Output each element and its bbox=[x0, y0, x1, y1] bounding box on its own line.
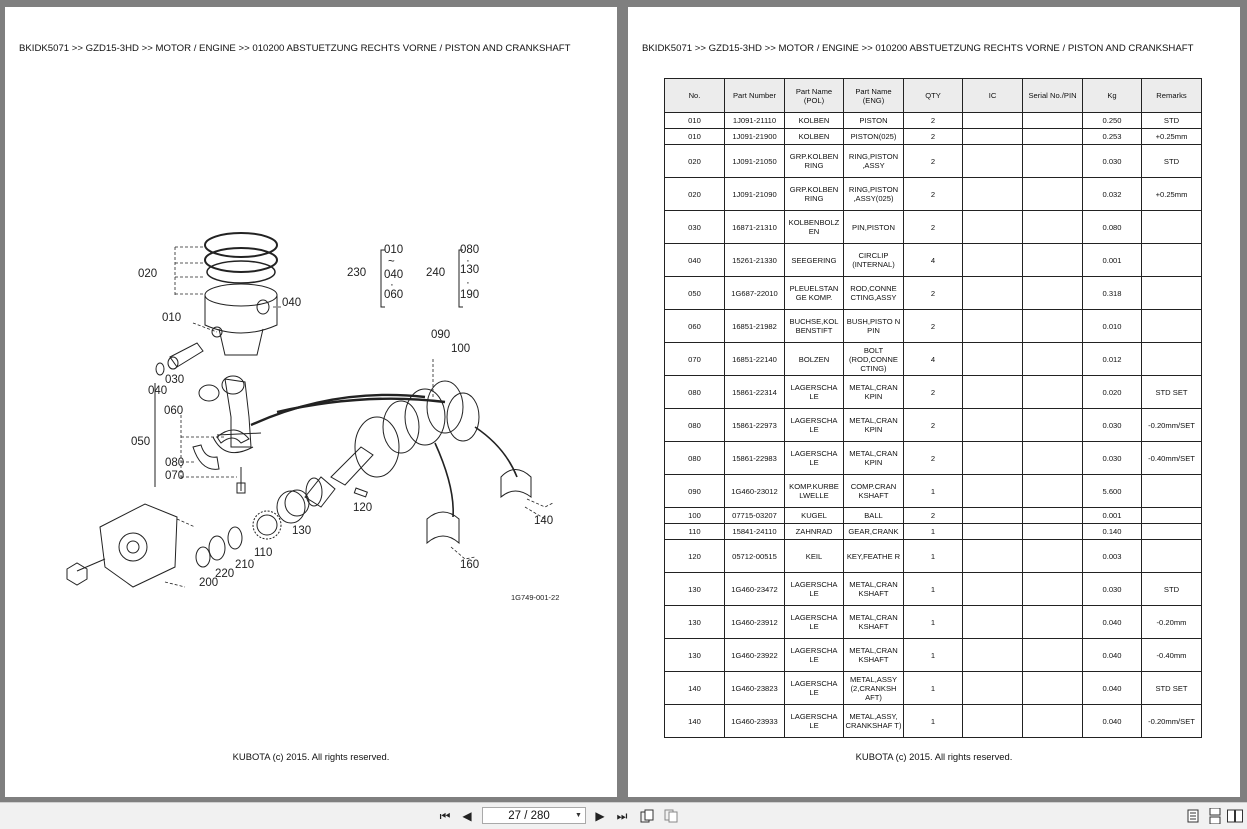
cell-name-eng: METAL,ASSY (2,CRANKSH AFT) bbox=[844, 672, 904, 705]
callout-group-130: 130 bbox=[460, 264, 480, 276]
cell-no: 130 bbox=[665, 639, 725, 672]
cell-ic bbox=[963, 277, 1023, 310]
cell-part-number: 1G687-22010 bbox=[725, 277, 785, 310]
cell-serial bbox=[1023, 376, 1083, 409]
cell-kg: 0.140 bbox=[1083, 524, 1142, 540]
cell-kg: 0.040 bbox=[1083, 606, 1142, 639]
cell-remarks bbox=[1142, 343, 1202, 376]
column-header-ic: IC bbox=[963, 79, 1023, 113]
cell-remarks: -0.20mm/SET bbox=[1142, 705, 1202, 738]
cell-serial bbox=[1023, 129, 1083, 145]
cell-qty: 2 bbox=[904, 277, 963, 310]
cell-name-eng: RING,PISTON ,ASSY(025) bbox=[844, 178, 904, 211]
cell-remarks bbox=[1142, 244, 1202, 277]
cell-name-eng: COMP.CRAN KSHAFT bbox=[844, 475, 904, 508]
callout-group-080: 080 bbox=[460, 244, 480, 256]
cell-kg: 0.080 bbox=[1083, 211, 1142, 244]
table-row bbox=[665, 573, 1202, 606]
cell-name-eng: PISTON(025) bbox=[844, 129, 904, 145]
page-header: BKIDK5071 >> GZD15-3HD >> MOTOR / ENGINE >> 010200 ABSTUETZUNG RECHTS VORNE / PISTON AND CRANKSHAFT bbox=[642, 43, 1194, 54]
cell-no: 080 bbox=[665, 376, 725, 409]
cell-name-pol: KOMP.KURBE LWELLE bbox=[785, 475, 844, 508]
cell-kg: 0.003 bbox=[1083, 540, 1142, 573]
parts-table bbox=[664, 78, 1202, 738]
next-view-icon[interactable] bbox=[662, 807, 680, 825]
cell-part-number: 1G460-23472 bbox=[725, 573, 785, 606]
cell-no: 040 bbox=[665, 244, 725, 277]
cell-kg: 0.250 bbox=[1083, 113, 1142, 129]
cell-remarks bbox=[1142, 310, 1202, 343]
cell-ic bbox=[963, 639, 1023, 672]
cell-name-pol: KUGEL bbox=[785, 508, 844, 524]
cell-no: 130 bbox=[665, 606, 725, 639]
cell-part-number: 16851-21982 bbox=[725, 310, 785, 343]
cell-part-number: 1J091-21900 bbox=[725, 129, 785, 145]
cell-qty: 4 bbox=[904, 343, 963, 376]
cell-ic bbox=[963, 540, 1023, 573]
cell-no: 120 bbox=[665, 540, 725, 573]
cell-serial bbox=[1023, 343, 1083, 376]
cell-name-pol: LAGERSCHA LE bbox=[785, 639, 844, 672]
table-row bbox=[665, 376, 1202, 409]
cell-kg: 0.040 bbox=[1083, 672, 1142, 705]
cell-name-eng: CIRCLIP (INTERNAL) bbox=[844, 244, 904, 277]
cell-name-eng: METAL,CRAN KSHAFT bbox=[844, 606, 904, 639]
cell-qty: 2 bbox=[904, 113, 963, 129]
cell-ic bbox=[963, 145, 1023, 178]
callout-050: 050 bbox=[131, 436, 151, 448]
cell-serial bbox=[1023, 145, 1083, 178]
cell-remarks: -0.20mm/SET bbox=[1142, 409, 1202, 442]
cell-part-number: 1G460-23922 bbox=[725, 639, 785, 672]
cell-name-eng: METAL,CRAN KPIN bbox=[844, 409, 904, 442]
continuous-page-icon[interactable] bbox=[1206, 807, 1224, 825]
cell-kg: 0.001 bbox=[1083, 244, 1142, 277]
cell-serial bbox=[1023, 606, 1083, 639]
cell-kg: 0.030 bbox=[1083, 145, 1142, 178]
column-header-serial: Serial No./PIN bbox=[1023, 79, 1083, 113]
left-page bbox=[5, 7, 617, 797]
callout-group-190: 190 bbox=[460, 289, 480, 301]
table-row bbox=[665, 211, 1202, 244]
cell-part-number: 1J091-21090 bbox=[725, 178, 785, 211]
callout-010: 010 bbox=[162, 312, 182, 324]
table-row bbox=[665, 113, 1202, 129]
page-number-select[interactable] bbox=[482, 807, 586, 824]
cell-part-number: 1J091-21050 bbox=[725, 145, 785, 178]
column-header-qty: QTY bbox=[904, 79, 963, 113]
cell-name-pol: BOLZEN bbox=[785, 343, 844, 376]
callout-group-060: 060 bbox=[384, 289, 404, 301]
parts-table-body bbox=[665, 113, 1202, 738]
callout-240: 240 bbox=[426, 267, 446, 279]
cell-no: 140 bbox=[665, 672, 725, 705]
cell-name-eng: BUSH,PISTO N PIN bbox=[844, 310, 904, 343]
cell-ic bbox=[963, 508, 1023, 524]
column-header-no: No. bbox=[665, 79, 725, 113]
cell-kg: 0.030 bbox=[1083, 573, 1142, 606]
cell-remarks bbox=[1142, 508, 1202, 524]
cell-name-eng: PIN,PISTON bbox=[844, 211, 904, 244]
cell-serial bbox=[1023, 705, 1083, 738]
column-header-name-eng: Part Name (ENG) bbox=[844, 79, 904, 113]
cell-name-eng: ROD,CONNE CTING,ASSY bbox=[844, 277, 904, 310]
cell-remarks: STD SET bbox=[1142, 376, 1202, 409]
table-row bbox=[665, 639, 1202, 672]
page-indicator: 27 / 280 bbox=[508, 809, 550, 822]
cell-serial bbox=[1023, 113, 1083, 129]
column-header-remarks: Remarks bbox=[1142, 79, 1202, 113]
cell-name-pol: KEIL bbox=[785, 540, 844, 573]
page-header: BKIDK5071 >> GZD15-3HD >> MOTOR / ENGINE >> 010200 ABSTUETZUNG RECHTS VORNE / PISTON AND CRANKSHAFT bbox=[19, 43, 571, 54]
cell-part-number: 07715-03207 bbox=[725, 508, 785, 524]
callout-020: 020 bbox=[138, 268, 158, 280]
cell-no: 020 bbox=[665, 178, 725, 211]
cell-kg: 0.010 bbox=[1083, 310, 1142, 343]
cell-remarks bbox=[1142, 211, 1202, 244]
cell-no: 110 bbox=[665, 524, 725, 540]
callout-230: 230 bbox=[347, 267, 367, 279]
cell-no: 060 bbox=[665, 310, 725, 343]
cell-part-number: 15861-22983 bbox=[725, 442, 785, 475]
cell-part-number: 1G460-23933 bbox=[725, 705, 785, 738]
figure-code: 1G749-001-22 bbox=[511, 593, 560, 602]
cell-part-number: 15861-22314 bbox=[725, 376, 785, 409]
cell-remarks: STD SET bbox=[1142, 672, 1202, 705]
callout-group-040: 040 bbox=[384, 269, 404, 281]
table-row bbox=[665, 277, 1202, 310]
cell-remarks bbox=[1142, 475, 1202, 508]
cell-no: 100 bbox=[665, 508, 725, 524]
cell-part-number: 1G460-23823 bbox=[725, 672, 785, 705]
cell-remarks: STD bbox=[1142, 573, 1202, 606]
table-row bbox=[665, 409, 1202, 442]
cell-qty: 2 bbox=[904, 178, 963, 211]
cell-qty: 2 bbox=[904, 211, 963, 244]
cell-name-pol: KOLBEN bbox=[785, 113, 844, 129]
cell-ic bbox=[963, 113, 1023, 129]
cell-name-pol: KOLBEN bbox=[785, 129, 844, 145]
cell-ic bbox=[963, 606, 1023, 639]
callout-160: 160 bbox=[460, 559, 480, 571]
callout-group-dot: · bbox=[390, 279, 394, 291]
cell-serial bbox=[1023, 244, 1083, 277]
cell-qty: 1 bbox=[904, 606, 963, 639]
cell-name-pol: LAGERSCHA LE bbox=[785, 672, 844, 705]
callout-080: 080 bbox=[165, 457, 185, 469]
cell-kg: 0.012 bbox=[1083, 343, 1142, 376]
cell-part-number: 15861-22973 bbox=[725, 409, 785, 442]
callout-group-tilde: ~ bbox=[388, 256, 395, 268]
callout-130: 130 bbox=[292, 525, 312, 537]
callout-220: 220 bbox=[215, 568, 235, 580]
cell-qty: 1 bbox=[904, 573, 963, 606]
cell-name-eng: GEAR,CRANK bbox=[844, 524, 904, 540]
cell-name-eng: BOLT (ROD,CONNE CTING) bbox=[844, 343, 904, 376]
cell-part-number: 16871-21310 bbox=[725, 211, 785, 244]
cell-name-eng: RING,PISTON ,ASSY bbox=[844, 145, 904, 178]
cell-kg: 0.001 bbox=[1083, 508, 1142, 524]
cell-no: 090 bbox=[665, 475, 725, 508]
table-row bbox=[665, 129, 1202, 145]
cell-remarks bbox=[1142, 277, 1202, 310]
cell-ic bbox=[963, 524, 1023, 540]
cell-name-pol: LAGERSCHA LE bbox=[785, 705, 844, 738]
cell-ic bbox=[963, 310, 1023, 343]
cell-remarks: +0.25mm bbox=[1142, 178, 1202, 211]
cell-kg: 0.040 bbox=[1083, 639, 1142, 672]
cell-ic bbox=[963, 178, 1023, 211]
cell-kg: 0.030 bbox=[1083, 409, 1142, 442]
callout-group-dot: · bbox=[466, 255, 470, 267]
table-row bbox=[665, 145, 1202, 178]
table-row bbox=[665, 672, 1202, 705]
cell-serial bbox=[1023, 475, 1083, 508]
cell-ic bbox=[963, 244, 1023, 277]
cell-kg: 0.032 bbox=[1083, 178, 1142, 211]
cell-name-pol: BUCHSE,KOL BENSTIFT bbox=[785, 310, 844, 343]
cell-part-number: 15261-21330 bbox=[725, 244, 785, 277]
single-page-icon[interactable] bbox=[1184, 807, 1202, 825]
cell-part-number: 15841-24110 bbox=[725, 524, 785, 540]
cell-kg: 5.600 bbox=[1083, 475, 1142, 508]
cell-kg: 0.040 bbox=[1083, 705, 1142, 738]
callout-060: 060 bbox=[164, 405, 184, 417]
cell-part-number: 1G460-23912 bbox=[725, 606, 785, 639]
cell-no: 070 bbox=[665, 343, 725, 376]
cell-name-pol: GRP.KOLBEN RING bbox=[785, 145, 844, 178]
cell-remarks: -0.40mm bbox=[1142, 639, 1202, 672]
table-row bbox=[665, 606, 1202, 639]
next-page-icon[interactable]: ▶ bbox=[595, 809, 605, 823]
cell-no: 020 bbox=[665, 145, 725, 178]
cell-remarks: -0.40mm/SET bbox=[1142, 442, 1202, 475]
cell-part-number: 1J091-21110 bbox=[725, 113, 785, 129]
callout-040: 040 bbox=[148, 385, 168, 397]
prev-view-icon[interactable] bbox=[638, 807, 656, 825]
first-page-icon[interactable]: ⏮ bbox=[439, 808, 451, 823]
cell-qty: 1 bbox=[904, 672, 963, 705]
cell-serial bbox=[1023, 672, 1083, 705]
cell-kg: 0.318 bbox=[1083, 277, 1142, 310]
table-row bbox=[665, 475, 1202, 508]
cell-serial bbox=[1023, 442, 1083, 475]
cell-qty: 2 bbox=[904, 310, 963, 343]
cell-qty: 1 bbox=[904, 540, 963, 573]
cell-qty: 4 bbox=[904, 244, 963, 277]
callout-120: 120 bbox=[353, 502, 373, 514]
cell-remarks: STD bbox=[1142, 113, 1202, 129]
cell-qty: 2 bbox=[904, 145, 963, 178]
cell-name-eng: KEY,FEATHE R bbox=[844, 540, 904, 573]
cell-name-pol: LAGERSCHA LE bbox=[785, 606, 844, 639]
cell-serial bbox=[1023, 178, 1083, 211]
page-footer: KUBOTA (c) 2015. All rights reserved. bbox=[232, 751, 390, 762]
cell-name-pol: SEEGERING bbox=[785, 244, 844, 277]
last-page-icon[interactable]: ⏭ bbox=[616, 808, 628, 823]
cell-qty: 2 bbox=[904, 508, 963, 524]
cell-kg: 0.030 bbox=[1083, 442, 1142, 475]
table-header-row bbox=[665, 79, 1202, 113]
column-header-name-pol: Part Name (POL) bbox=[785, 79, 844, 113]
cell-qty: 1 bbox=[904, 705, 963, 738]
cell-serial bbox=[1023, 409, 1083, 442]
cell-no: 140 bbox=[665, 705, 725, 738]
cell-remarks bbox=[1142, 524, 1202, 540]
cell-part-number: 16851-22140 bbox=[725, 343, 785, 376]
cell-name-pol: LAGERSCHA LE bbox=[785, 376, 844, 409]
cell-qty: 1 bbox=[904, 475, 963, 508]
column-header-kg: Kg bbox=[1083, 79, 1142, 113]
cell-no: 050 bbox=[665, 277, 725, 310]
cell-serial bbox=[1023, 508, 1083, 524]
cell-qty: 1 bbox=[904, 524, 963, 540]
cell-name-eng: METAL,CRAN KPIN bbox=[844, 442, 904, 475]
facing-pages-icon[interactable] bbox=[1226, 807, 1244, 825]
cell-ic bbox=[963, 211, 1023, 244]
page-footer: KUBOTA (c) 2015. All rights reserved. bbox=[855, 751, 1013, 762]
column-header-part-number: Part Number bbox=[725, 79, 785, 113]
right-page bbox=[628, 7, 1240, 797]
callout-140: 140 bbox=[534, 515, 554, 527]
cell-ic bbox=[963, 376, 1023, 409]
table-row bbox=[665, 705, 1202, 738]
cell-serial bbox=[1023, 211, 1083, 244]
callout-110: 110 bbox=[254, 547, 273, 559]
cell-name-pol: LAGERSCHA LE bbox=[785, 409, 844, 442]
cell-ic bbox=[963, 442, 1023, 475]
cell-qty: 2 bbox=[904, 442, 963, 475]
cell-kg: 0.020 bbox=[1083, 376, 1142, 409]
cell-remarks: +0.25mm bbox=[1142, 129, 1202, 145]
cell-remarks: -0.20mm bbox=[1142, 606, 1202, 639]
table-row bbox=[665, 442, 1202, 475]
cell-ic bbox=[963, 705, 1023, 738]
cell-ic bbox=[963, 343, 1023, 376]
cell-no: 130 bbox=[665, 573, 725, 606]
cell-qty: 2 bbox=[904, 409, 963, 442]
cell-name-eng: METAL,CRAN KPIN bbox=[844, 376, 904, 409]
cell-part-number: 05712-00515 bbox=[725, 540, 785, 573]
cell-ic bbox=[963, 475, 1023, 508]
table-row bbox=[665, 540, 1202, 573]
cell-name-pol: LAGERSCHA LE bbox=[785, 442, 844, 475]
cell-name-pol: GRP.KOLBEN RING bbox=[785, 178, 844, 211]
prev-page-icon[interactable]: ◀ bbox=[462, 809, 472, 823]
table-row bbox=[665, 508, 1202, 524]
cell-name-eng: BALL bbox=[844, 508, 904, 524]
exploded-parts-diagram bbox=[5, 7, 617, 797]
cell-name-eng: METAL,CRAN KSHAFT bbox=[844, 639, 904, 672]
cell-serial bbox=[1023, 639, 1083, 672]
cell-name-pol: KOLBENBOLZ EN bbox=[785, 211, 844, 244]
table-row bbox=[665, 343, 1202, 376]
cell-ic bbox=[963, 573, 1023, 606]
table-row bbox=[665, 178, 1202, 211]
viewer-toolbar bbox=[0, 802, 1247, 829]
chevron-down-icon: ▼ bbox=[575, 812, 582, 819]
cell-name-eng: METAL,CRAN KSHAFT bbox=[844, 573, 904, 606]
cell-ic bbox=[963, 129, 1023, 145]
cell-qty: 2 bbox=[904, 129, 963, 145]
cell-no: 010 bbox=[665, 113, 725, 129]
cell-kg: 0.253 bbox=[1083, 129, 1142, 145]
table-row bbox=[665, 524, 1202, 540]
cell-name-eng: PISTON bbox=[844, 113, 904, 129]
cell-name-pol: ZAHNRAD bbox=[785, 524, 844, 540]
cell-no: 010 bbox=[665, 129, 725, 145]
callout-030: 030 bbox=[165, 374, 185, 386]
cell-no: 080 bbox=[665, 409, 725, 442]
callout-070: 070 bbox=[165, 470, 185, 482]
cell-serial bbox=[1023, 540, 1083, 573]
cell-part-number: 1G460-23012 bbox=[725, 475, 785, 508]
cell-remarks bbox=[1142, 540, 1202, 573]
cell-serial bbox=[1023, 573, 1083, 606]
cell-no: 080 bbox=[665, 442, 725, 475]
cell-serial bbox=[1023, 277, 1083, 310]
callout-100: 100 bbox=[451, 343, 471, 355]
cell-name-pol: LAGERSCHA LE bbox=[785, 573, 844, 606]
cell-qty: 2 bbox=[904, 376, 963, 409]
table-row bbox=[665, 244, 1202, 277]
callout-090: 090 bbox=[431, 329, 451, 341]
callout-group-010: 010 bbox=[384, 244, 404, 256]
callout-040: 040 bbox=[282, 297, 302, 309]
cell-remarks: STD bbox=[1142, 145, 1202, 178]
cell-serial bbox=[1023, 524, 1083, 540]
cell-no: 030 bbox=[665, 211, 725, 244]
cell-qty: 1 bbox=[904, 639, 963, 672]
callout-group-dot: · bbox=[466, 277, 470, 289]
cell-ic bbox=[963, 672, 1023, 705]
cell-name-pol: PLEUELSTAN GE KOMP. bbox=[785, 277, 844, 310]
table-row bbox=[665, 310, 1202, 343]
callout-210: 210 bbox=[235, 559, 255, 571]
cell-name-eng: METAL,ASSY, CRANKSHAF T) bbox=[844, 705, 904, 738]
callout-200: 200 bbox=[199, 577, 219, 589]
cell-ic bbox=[963, 409, 1023, 442]
cell-serial bbox=[1023, 310, 1083, 343]
